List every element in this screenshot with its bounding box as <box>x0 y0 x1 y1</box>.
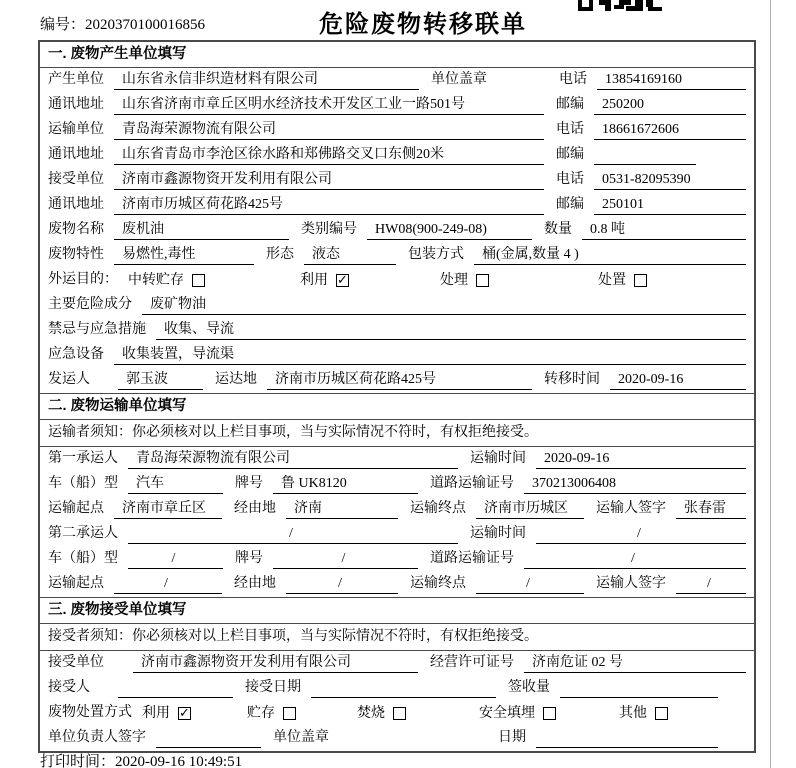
form-row <box>40 218 754 243</box>
form-row <box>40 93 754 118</box>
field-value: 郭玉波 <box>118 371 203 390</box>
field-value: 0531-82095390 <box>594 171 746 190</box>
form-row <box>40 168 754 193</box>
field-label: 产生单位 <box>48 72 104 87</box>
form-row <box>40 293 754 318</box>
field-label: 签收量 <box>508 680 550 695</box>
print-time-value: 2020-09-16 10:49:51 <box>115 754 243 768</box>
checkbox-empty-icon <box>543 707 556 720</box>
field-label: 第一承运人 <box>48 451 118 466</box>
field-label: 运输时间 <box>470 451 526 466</box>
section-notice: 运输者须知：你必须核对以上栏目事项，当与实际情况不符时，有权拒绝接受。 <box>40 420 754 447</box>
checkbox-label: 焚烧 <box>357 705 385 721</box>
field-value: 山东省济南市章丘区明水经济技术开发区工业一路501号 <box>114 96 544 115</box>
page-edge-line <box>770 0 771 768</box>
field-value: 18661672606 <box>594 121 746 140</box>
checkbox-empty-icon <box>283 707 296 720</box>
field-label: 运输单位 <box>48 122 104 137</box>
field-value: 收集装置，导流渠 <box>114 346 746 365</box>
field-value: HW08(900-249-08) <box>367 221 532 240</box>
checkbox-checked-icon: ✓ <box>337 273 348 288</box>
checkbox-label: 利用 <box>142 705 170 721</box>
field-label: 通讯地址 <box>48 147 104 162</box>
field-value: 济南市鑫源物资开发利用有限公司 <box>114 171 544 190</box>
field-label: 形态 <box>266 247 294 262</box>
form-row <box>40 368 754 393</box>
field-value: 收集、导流 <box>156 321 746 340</box>
field-value: 青岛海荣源物流有限公司 <box>114 121 544 140</box>
field-value <box>118 679 233 698</box>
field-value: / <box>128 525 458 544</box>
field-label: 应急设备 <box>48 347 104 362</box>
checkbox-field <box>598 271 647 290</box>
field-label: 电话 <box>556 172 584 187</box>
checkbox-label: 其他 <box>619 705 647 721</box>
field-value: 液态 <box>304 246 396 265</box>
checkbox-field <box>357 704 479 723</box>
form-row <box>40 143 754 168</box>
field-label: 外运目的： <box>48 272 118 287</box>
field-label: 邮编 <box>556 147 584 162</box>
form-row <box>40 268 754 293</box>
serial-value: 2020370100016856 <box>85 17 206 33</box>
form-row <box>40 572 754 597</box>
field-value: 济南危证 02 号 <box>524 654 746 673</box>
field-value: 废机油 <box>114 221 289 240</box>
field-label: 电话 <box>559 72 587 87</box>
manifest-form-table <box>38 40 756 753</box>
checkbox-empty-icon <box>393 707 406 720</box>
field-label: 废物特性 <box>48 247 104 262</box>
field-value: / <box>676 575 746 594</box>
field-label: 运输时间 <box>470 526 526 541</box>
form-row <box>40 472 754 497</box>
field-label: 车（船）型 <box>48 551 118 566</box>
field-value: 250101 <box>594 196 746 215</box>
print-time <box>40 750 242 768</box>
field-value: / <box>476 575 584 594</box>
field-value: 汽车 <box>128 475 223 494</box>
field-label: 发运人 <box>48 372 90 387</box>
checkbox-empty-icon <box>192 274 205 287</box>
field-value <box>311 679 496 698</box>
field-value: / <box>286 575 398 594</box>
field-label: 类别编号 <box>301 222 357 237</box>
field-label: 经由地 <box>234 501 276 516</box>
checkbox-label: 安全填埋 <box>479 705 535 721</box>
field-label: 道路运输证号 <box>430 476 514 491</box>
field-label: 邮编 <box>556 97 584 112</box>
form-section <box>40 393 754 597</box>
field-value: 青岛海荣源物流有限公司 <box>128 450 458 469</box>
field-label: 数量 <box>544 222 572 237</box>
field-value: 2020-09-16 <box>610 371 746 390</box>
form-section <box>40 42 754 393</box>
field-label: 运输终点 <box>410 576 466 591</box>
section-heading: 一. 废物产生单位填写 <box>40 42 754 68</box>
field-value: 废矿物油 <box>142 296 746 315</box>
form-row <box>40 497 754 522</box>
field-label: 通讯地址 <box>48 97 104 112</box>
field-label: 运达地 <box>215 372 257 387</box>
field-label: 牌号 <box>235 476 263 491</box>
field-label: 主要危险成分 <box>48 297 132 312</box>
checkbox-empty-icon <box>476 274 489 287</box>
form-row <box>40 68 754 93</box>
form-row <box>40 676 754 701</box>
form-section <box>40 597 754 751</box>
field-label: 车（船）型 <box>48 476 118 491</box>
field-value: 鲁 UK8120 <box>273 475 418 494</box>
form-row <box>40 343 754 368</box>
checkbox-field <box>247 704 357 723</box>
field-label: 运输起点 <box>48 501 104 516</box>
checkbox-label: 中转贮存 <box>128 272 184 288</box>
checkbox-label: 处理 <box>440 272 468 288</box>
field-label: 单位盖章 <box>273 730 329 745</box>
checkbox-label: 处置 <box>598 272 626 288</box>
form-row <box>40 726 754 751</box>
field-value: 济南市历城区荷花路425号 <box>114 196 544 215</box>
field-label: 邮编 <box>556 197 584 212</box>
form-row <box>40 243 754 268</box>
field-label: 日期 <box>498 730 526 745</box>
form-row <box>40 651 754 676</box>
field-value <box>156 729 261 748</box>
checkbox-label: 利用 <box>300 272 328 288</box>
field-label: 运输终点 <box>410 501 466 516</box>
field-label: 运输人签字 <box>596 576 666 591</box>
checkbox-field <box>619 704 668 723</box>
field-value: 山东省永信非织造材料有限公司 <box>114 71 419 90</box>
page-title: 危险废物转移联单 <box>319 11 527 38</box>
field-label: 经营许可证号 <box>430 655 514 670</box>
field-value: 2020-09-16 <box>536 450 746 469</box>
field-label: 废物名称 <box>48 222 104 237</box>
field-value: 济南市章丘区 <box>114 500 222 519</box>
checkbox-empty-icon <box>655 707 668 720</box>
field-label: 运输人签字 <box>596 501 666 516</box>
section-heading: 三. 废物接受单位填写 <box>40 598 754 624</box>
section-notice: 接受者须知：你必须核对以上栏目事项，当与实际情况不符时，有权拒绝接受。 <box>40 624 754 651</box>
form-row <box>40 118 754 143</box>
field-value: 山东省青岛市李沧区徐水路和郑佛路交叉口东侧20米 <box>114 146 544 165</box>
field-label: 道路运输证号 <box>430 551 514 566</box>
checkbox-field <box>300 271 440 290</box>
field-value <box>594 146 696 165</box>
field-value: 0.8 吨 <box>582 221 746 240</box>
field-label: 第二承运人 <box>48 526 118 541</box>
field-value <box>536 729 718 748</box>
field-label: 接受单位 <box>48 172 104 187</box>
field-label: 单位盖章 <box>431 72 487 87</box>
field-value: 13854169160 <box>597 71 746 90</box>
field-label: 经由地 <box>234 576 276 591</box>
field-label: 接受日期 <box>245 680 301 695</box>
field-value: 济南 <box>286 500 398 519</box>
field-label: 转移时间 <box>544 372 600 387</box>
field-value: / <box>128 550 223 569</box>
serial-label: 编号： <box>40 17 86 33</box>
section-heading: 二. 废物运输单位填写 <box>40 394 754 420</box>
field-label: 包装方式 <box>408 247 464 262</box>
field-value: 桶(金属,数量 4 ) <box>474 246 746 265</box>
checkbox-field <box>440 271 598 290</box>
checkbox-field <box>128 271 300 290</box>
qr-code-fragment <box>578 0 662 11</box>
form-row <box>40 193 754 218</box>
field-label: 通讯地址 <box>48 197 104 212</box>
field-value: 济南市历城区荷花路425号 <box>267 371 532 390</box>
field-value: 250200 <box>594 96 746 115</box>
field-value: / <box>524 550 746 569</box>
field-value: 易燃性,毒性 <box>114 246 254 265</box>
field-label: 单位负责人签字 <box>48 730 146 745</box>
form-row <box>40 701 754 726</box>
field-value: / <box>273 550 418 569</box>
form-row <box>40 547 754 572</box>
field-label: 接受人 <box>48 680 90 695</box>
form-row <box>40 318 754 343</box>
print-time-label: 打印时间： <box>40 754 116 768</box>
field-label: 禁忌与应急措施 <box>48 322 146 337</box>
field-value: / <box>536 525 746 544</box>
field-label: 接受单位 <box>48 655 104 670</box>
checkbox-field <box>479 704 619 723</box>
field-value: / <box>114 575 222 594</box>
field-label: 牌号 <box>235 551 263 566</box>
form-row <box>40 447 754 472</box>
field-label: 电话 <box>556 122 584 137</box>
field-label: 废物处置方式 <box>48 705 132 720</box>
field-label: 运输起点 <box>48 576 104 591</box>
checkbox-checked-icon: ✓ <box>179 706 190 721</box>
checkbox-label: 贮存 <box>247 705 275 721</box>
field-value <box>560 679 718 698</box>
field-value: 370213006408 <box>524 475 746 494</box>
field-value: 张春雷 <box>676 500 746 519</box>
checkbox-field <box>142 704 247 723</box>
checkbox-empty-icon <box>634 274 647 287</box>
field-value: 济南市鑫源物资开发利用有限公司 <box>133 654 418 673</box>
field-value: 济南市历城区 <box>476 500 584 519</box>
form-row <box>40 522 754 547</box>
